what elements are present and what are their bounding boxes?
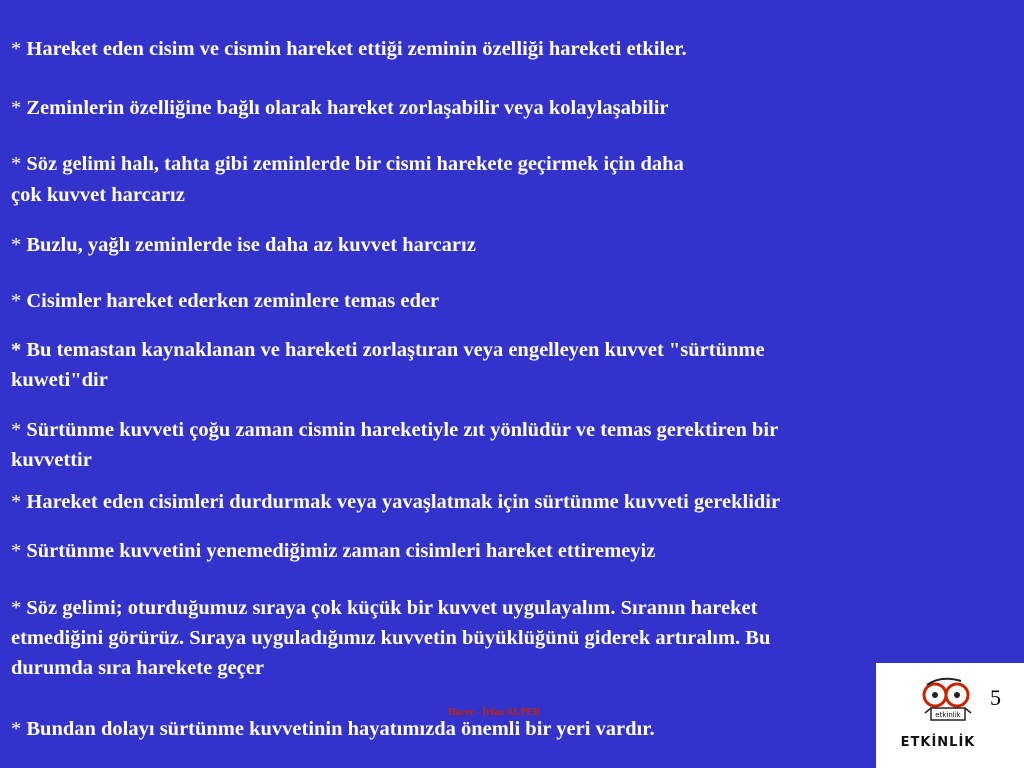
paragraph-line-6-cont: kuweti"dir — [11, 369, 108, 391]
line-text: Sürtünme kuvvetini yenemediğimiz zaman cisimleri hareket ettiremeyiz — [26, 540, 656, 562]
paragraph-line-6 — [11, 335, 765, 365]
author-credit: Hacer - İrfan ALPER — [448, 707, 541, 718]
paragraph-line-2 — [11, 93, 669, 123]
paragraph-line-7 — [11, 415, 778, 445]
line-text: Söz gelimi; oturduğumuz sıraya çok küçük bir kuvvet uygulayalım. Sıranın hareket — [26, 597, 758, 619]
paragraph-line-4 — [11, 230, 476, 260]
bullet-star: * — [11, 491, 22, 513]
bullet-star: * — [11, 540, 22, 562]
paragraph-line-3 — [11, 149, 684, 179]
line-text: Zeminlerin özelliğine bağlı olarak hareket zorlaşabilir veya kolaylaşabilir — [26, 97, 669, 119]
bullet-star: * — [11, 153, 22, 175]
line-text: Hareket eden cisimleri durdurmak veya yavaşlatmak için sürtünme kuvveti gereklidir — [26, 491, 781, 513]
bullet-star: * — [11, 38, 22, 60]
paragraph-line-11 — [11, 714, 655, 744]
paragraph-line-10-cont-1: etmediğini görürüz. Sıraya uyguladığımız kuvvetin büyüklüğünü giderek artıralım. Bu — [11, 627, 771, 649]
etkinlik-logo-icon — [921, 675, 977, 725]
bullet-star: * — [11, 718, 22, 740]
line-text: Söz gelimi halı, tahta gibi zeminlerde bir cismi harekete geçirmek için daha — [26, 153, 684, 175]
bullet-star: * — [11, 419, 22, 441]
paragraph-line-9 — [11, 536, 655, 566]
paragraph-line-3-cont: çok kuvvet harcarız — [11, 184, 185, 206]
line-text: Sürtünme kuvveti çoğu zaman cismin hareketiyle zıt yönlüdür ve temas gerektiren bir — [26, 419, 779, 441]
page-number: 5 — [990, 685, 1001, 710]
paragraph-line-10 — [11, 593, 757, 623]
line-text: Cisimler hareket ederken zeminlere temas eder — [26, 290, 440, 312]
paragraph-line-1 — [11, 34, 687, 64]
bullet-star: * — [11, 597, 22, 619]
bullet-star: * — [11, 97, 22, 119]
bullet-star: * — [11, 339, 22, 361]
logo-small-text: etkinlik — [935, 711, 961, 719]
bullet-star: * — [11, 290, 22, 312]
paragraph-line-8 — [11, 487, 780, 517]
paragraph-line-10-cont-2: durumda sıra harekete geçer — [11, 657, 264, 679]
line-text: Hareket eden cisim ve cismin hareket ettiği zeminin özelliği hareketi etkiler. — [26, 38, 687, 60]
logo-text: ETKİNLİK — [900, 735, 976, 750]
line-text: Bundan dolayı sürtünme kuvvetinin hayatımızda önemli bir yeri vardır. — [26, 718, 655, 740]
bullet-star: * — [11, 234, 22, 256]
paragraph-line-7-cont: kuvvettir — [11, 449, 92, 471]
paragraph-line-5 — [11, 286, 439, 316]
line-text: Bu temastan kaynaklanan ve hareketi zorlaştıran veya engelleyen kuvvet "sürtünme — [26, 339, 765, 361]
line-text: Buzlu, yağlı zeminlerde ise daha az kuvvet harcarız — [26, 234, 476, 256]
